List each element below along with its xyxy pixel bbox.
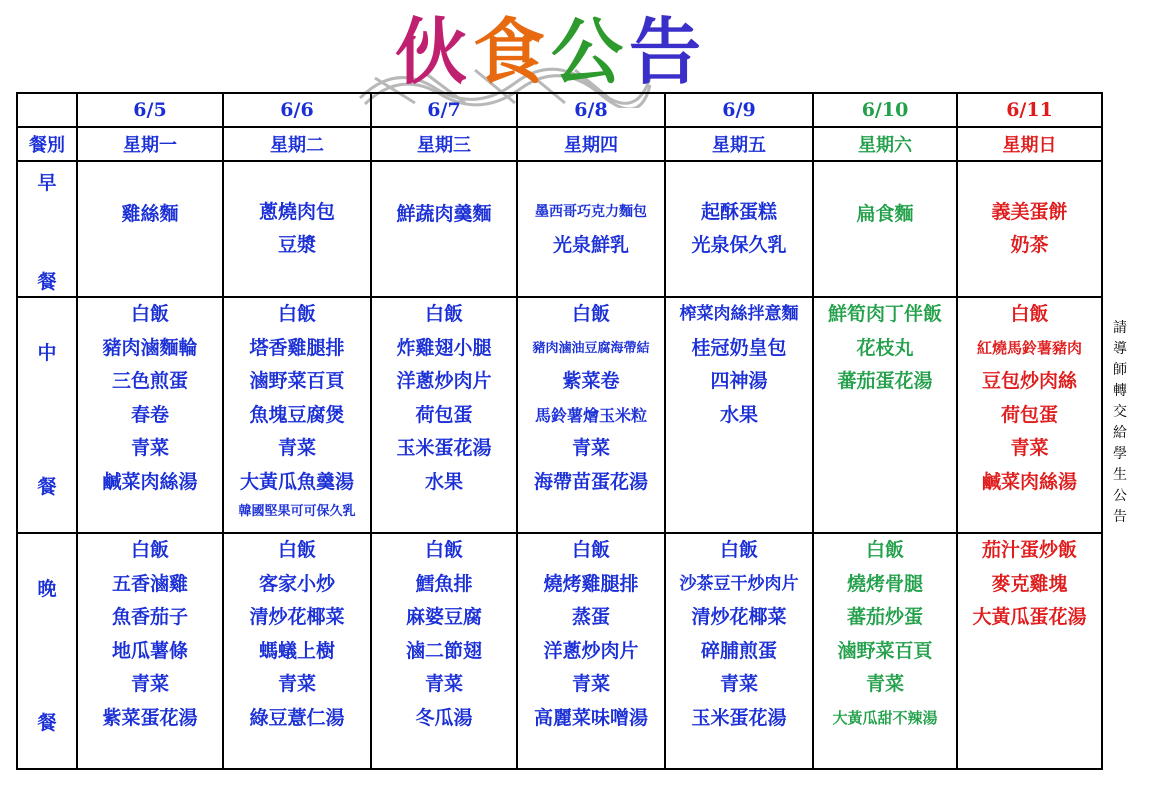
menu-item: 鮮蔬肉羹麵 <box>396 203 492 226</box>
title-char: 食 <box>473 10 552 94</box>
weekday-cell: 星期日 <box>957 127 1102 161</box>
weekday-cell: 星期四 <box>517 127 665 161</box>
menu-item: 冬瓜湯 <box>415 706 473 729</box>
menu-cell <box>665 533 813 769</box>
meal-label-top: 早 <box>37 172 57 194</box>
menu-item: 大黃瓜甜不辣湯 <box>832 708 938 727</box>
menu-item: 春卷 <box>130 403 169 426</box>
date-cell: 6/7 <box>371 93 517 127</box>
weekday-cell: 星期二 <box>223 127 371 161</box>
menu-item: 碎脯煎蛋 <box>700 639 777 662</box>
page-title <box>395 10 707 94</box>
menu-cell <box>517 161 665 297</box>
menu-cell <box>665 297 813 533</box>
menu-cell <box>223 161 371 297</box>
side-note-char: 交 <box>1113 404 1127 420</box>
menu-cell <box>77 533 223 769</box>
menu-item: 青菜 <box>719 673 758 695</box>
menu-item: 青菜 <box>571 437 610 459</box>
menu-cell <box>517 297 665 533</box>
title-char: 伙 <box>395 10 474 94</box>
menu-item: 光泉保久乳 <box>691 234 787 256</box>
menu-item: 青菜 <box>571 673 610 695</box>
menu-item: 白飯 <box>719 539 758 561</box>
menu-item: 義美蛋餅 <box>991 200 1068 223</box>
menu-item: 洋蔥炒肉片 <box>396 370 492 392</box>
side-note-char: 給 <box>1113 425 1127 441</box>
menu-item: 燒烤雞腿排 <box>543 572 639 595</box>
menu-item: 青菜 <box>865 673 904 695</box>
menu-item: 花枝丸 <box>856 336 914 359</box>
menu-item: 三色煎蛋 <box>111 370 188 392</box>
menu-item: 青菜 <box>130 437 169 459</box>
menu-item: 燒烤骨腿 <box>846 572 923 595</box>
weekday-cell: 星期五 <box>665 127 813 161</box>
menu-item: 光泉鮮乳 <box>552 234 629 256</box>
menu-item: 桂冠奶皇包 <box>691 336 787 359</box>
lunch-row <box>17 297 1102 533</box>
menu-cell <box>957 161 1102 297</box>
menu-item: 荷包蛋 <box>1000 403 1058 426</box>
menu-item: 地瓜薯條 <box>111 639 188 662</box>
menu-item: 奶茶 <box>1010 234 1049 256</box>
menu-item: 白飯 <box>571 303 610 325</box>
menu-item: 白飯 <box>865 539 904 561</box>
menu-item: 豬肉滷麵輪 <box>102 336 198 359</box>
menu-item: 青菜 <box>277 437 316 459</box>
menu-item: 扁食麵 <box>856 203 914 226</box>
menu-item: 馬鈴薯燴玉米粒 <box>534 405 647 425</box>
menu-cell <box>77 161 223 297</box>
meal-label-cell <box>17 297 77 533</box>
menu-item: 墨西哥巧克力麵包 <box>535 203 647 220</box>
menu-item: 洋蔥炒肉片 <box>543 639 639 662</box>
corner-cell <box>17 93 77 127</box>
menu-item: 塔香雞腿排 <box>249 336 345 359</box>
menu-item: 蕃茄炒蛋 <box>846 606 923 628</box>
date-row <box>17 93 1102 127</box>
meal-label-bottom: 餐 <box>37 712 57 734</box>
title-char: 告 <box>629 10 708 94</box>
menu-item: 高麗菜味噌湯 <box>533 706 648 729</box>
menu-cell <box>77 297 223 533</box>
meal-label-top: 中 <box>37 342 57 364</box>
weekday-cell: 星期六 <box>813 127 957 161</box>
menu-item: 青菜 <box>1010 437 1049 459</box>
menu-item: 清炒花椰菜 <box>249 606 345 628</box>
menu-item: 雞絲麵 <box>121 203 179 226</box>
side-note-char: 告 <box>1113 509 1127 525</box>
menu-item: 白飯 <box>424 539 463 561</box>
menu-cell <box>813 161 957 297</box>
side-note-char: 學 <box>1113 446 1127 462</box>
menu-item: 魚塊豆腐煲 <box>249 403 345 426</box>
menu-item: 紅燒馬鈴薯豬肉 <box>976 338 1082 357</box>
menu-item: 玉米蛋花湯 <box>396 437 492 459</box>
menu-item: 白飯 <box>571 539 610 561</box>
menu-item: 五香滷雞 <box>111 572 188 595</box>
weekday-cell: 星期三 <box>371 127 517 161</box>
menu-item: 水果 <box>424 470 463 493</box>
menu-item: 大黃瓜魚羹湯 <box>239 470 354 493</box>
menu-cell <box>223 297 371 533</box>
menu-cell <box>517 533 665 769</box>
menu-item: 麻婆豆腐 <box>405 606 482 628</box>
menu-item: 青菜 <box>130 673 169 695</box>
date-cell: 6/9 <box>665 93 813 127</box>
menu-item: 大黃瓜蛋花湯 <box>972 606 1087 628</box>
menu-item: 鱈魚排 <box>415 572 473 595</box>
meal-label-top: 晚 <box>37 578 57 600</box>
menu-item: 荷包蛋 <box>415 403 473 426</box>
menu-item: 綠豆薏仁湯 <box>249 706 345 729</box>
title-area <box>355 6 755 106</box>
side-note-char: 師 <box>1113 362 1127 378</box>
menu-item: 豆漿 <box>277 234 316 256</box>
menu-item: 青菜 <box>424 673 463 695</box>
menu-item: 沙茶豆干炒肉片 <box>679 573 799 594</box>
date-cell: 6/11 <box>957 93 1102 127</box>
menu-table <box>16 92 1103 770</box>
menu-item: 蕃茄蛋花湯 <box>837 370 933 392</box>
side-note-char: 請 <box>1113 320 1127 336</box>
menu-item: 起酥蛋糕 <box>700 200 777 223</box>
menu-item: 鹹菜肉絲湯 <box>981 470 1077 493</box>
weekday-row <box>17 127 1102 161</box>
meal-label-cell <box>17 161 77 297</box>
menu-cell <box>371 533 517 769</box>
breakfast-row <box>17 161 1102 297</box>
menu-item: 海帶苗蛋花湯 <box>533 470 648 493</box>
menu-cell <box>371 297 517 533</box>
menu-item: 白飯 <box>130 303 169 325</box>
menu-item: 螞蟻上樹 <box>258 639 335 662</box>
side-note-char: 導 <box>1113 341 1127 357</box>
menu-cell <box>813 533 957 769</box>
date-cell: 6/6 <box>223 93 371 127</box>
menu-item: 榨菜肉絲拌意麵 <box>679 304 799 324</box>
side-note-char: 公 <box>1113 488 1127 504</box>
menu-item: 水果 <box>719 403 758 426</box>
side-note <box>1110 318 1130 528</box>
meal-col-header: 餐別 <box>17 127 77 161</box>
date-cell: 6/5 <box>77 93 223 127</box>
menu-item: 麥克雞塊 <box>991 572 1068 595</box>
menu-item: 白飯 <box>277 303 316 325</box>
weekday-cell: 星期一 <box>77 127 223 161</box>
menu-item: 白飯 <box>277 539 316 561</box>
menu-item: 客家小炒 <box>258 572 335 595</box>
menu-item: 茄汁蛋炒飯 <box>981 539 1077 561</box>
menu-item: 滷二節翅 <box>405 639 482 662</box>
menu-item: 滷野菜百頁 <box>837 639 933 662</box>
menu-item: 紫菜蛋花湯 <box>102 706 198 729</box>
menu-cell <box>957 533 1102 769</box>
title-char: 公 <box>551 10 630 94</box>
menu-item: 鮮筍肉丁伴飯 <box>827 303 942 325</box>
menu-item: 四神湯 <box>710 370 768 392</box>
menu-item: 蔥燒肉包 <box>258 200 335 223</box>
dinner-row <box>17 533 1102 769</box>
menu-item: 白飯 <box>1010 303 1049 325</box>
menu-item: 青菜 <box>277 673 316 695</box>
menu-item: 紫菜卷 <box>562 370 620 392</box>
date-cell: 6/10 <box>813 93 957 127</box>
menu-item: 魚香茄子 <box>111 606 188 628</box>
menu-item: 清炒花椰菜 <box>691 606 787 628</box>
menu-item: 蒸蛋 <box>571 606 610 628</box>
menu-cell <box>813 297 957 533</box>
menu-item: 豆包炒肉絲 <box>981 370 1077 392</box>
menu-item: 白飯 <box>424 303 463 325</box>
menu-cell <box>665 161 813 297</box>
meal-label-bottom: 餐 <box>37 271 57 293</box>
side-note-char: 生 <box>1113 467 1127 483</box>
meal-label-cell <box>17 533 77 769</box>
menu-cell <box>957 297 1102 533</box>
date-cell: 6/8 <box>517 93 665 127</box>
meal-label-bottom: 餐 <box>37 476 57 498</box>
menu-item: 滷野菜百頁 <box>249 370 345 392</box>
menu-item: 玉米蛋花湯 <box>691 706 787 729</box>
menu-item: 白飯 <box>130 539 169 561</box>
menu-item: 韓國堅果可可保久乳 <box>238 504 356 519</box>
menu-item: 豬肉滷油豆腐海帶結 <box>532 340 650 356</box>
side-note-char: 轉 <box>1113 383 1127 399</box>
menu-item: 鹹菜肉絲湯 <box>102 470 198 493</box>
menu-cell <box>371 161 517 297</box>
menu-cell <box>223 533 371 769</box>
menu-item: 炸雞翅小腿 <box>396 336 492 359</box>
